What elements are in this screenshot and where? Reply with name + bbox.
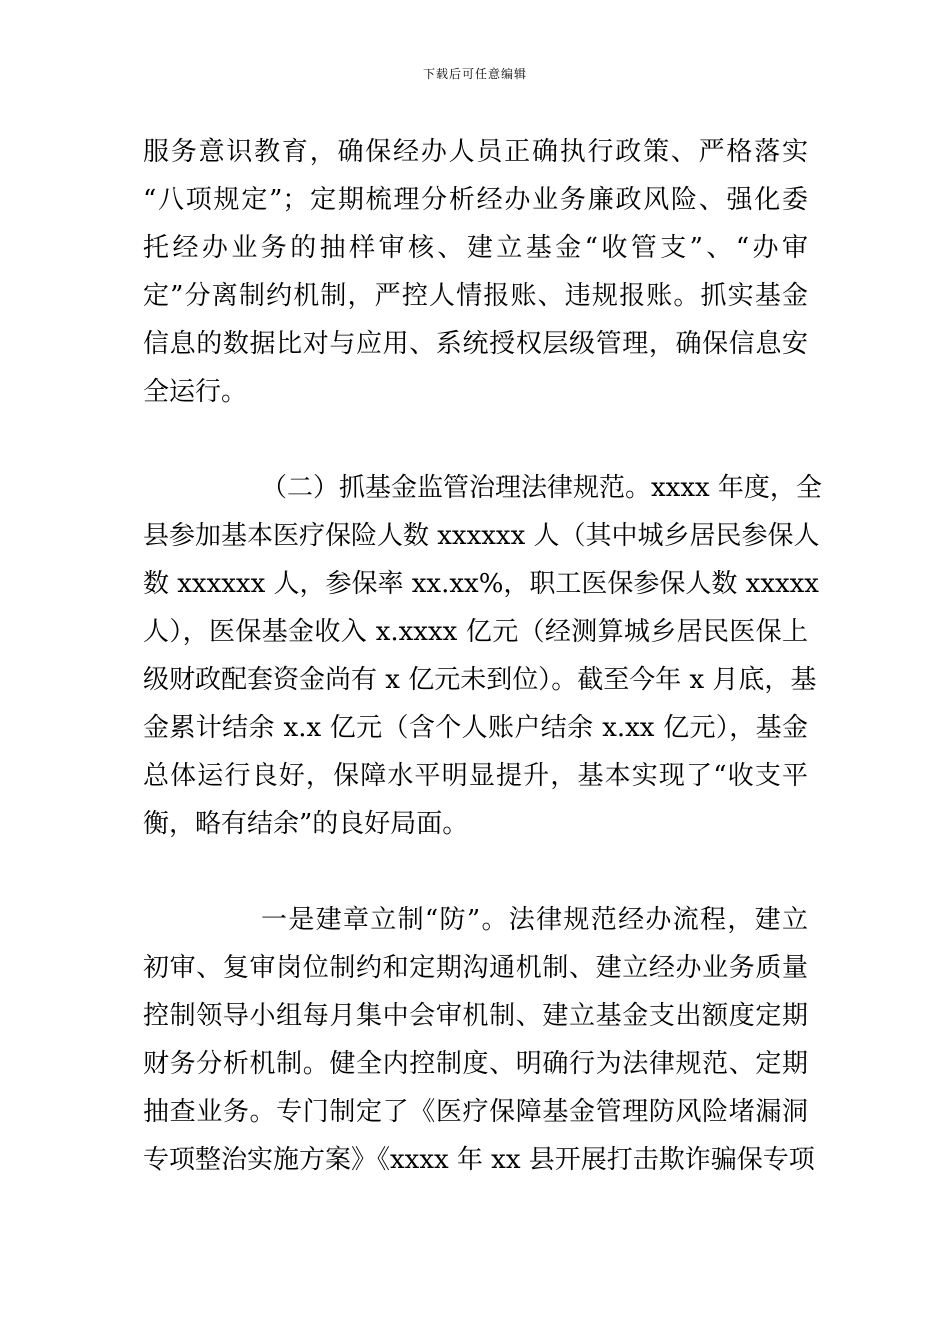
- paragraph-1-line-3: 托经办业务的抽样审核、建立基金“收管支”、“办审: [143, 233, 808, 263]
- paragraph-3: [143, 896, 815, 1184]
- document-body: [143, 128, 822, 1184]
- paragraph-3-line-4: 财务分析机制。健全内控制度、明确行为法律规范、定期: [143, 1049, 808, 1079]
- paragraph-2-line-3: 数 xxxxxx 人，参保率 xx.xx%，职工医保参保人数 xxxxx: [143, 569, 819, 599]
- paragraph-1-line-6: 全运行。: [143, 377, 248, 407]
- paragraph-1-line-4: 定”分离制约机制，严控人情报账、违规报账。抓实基金: [143, 281, 808, 311]
- paragraph-2-line-4: 人），医保基金收入 x.xxxx 亿元（经测算城乡居民医保上: [143, 617, 808, 647]
- paragraph-2: [143, 464, 822, 848]
- paragraph-2-line-5: 级财政配套资金尚有 x 亿元未到位）。截至今年 x 月底，基: [143, 665, 817, 695]
- paragraph-1: [143, 128, 808, 416]
- paragraph-2-line-2: 县参加基本医疗保险人数 xxxxxx 人（其中城乡居民参保人: [143, 521, 820, 551]
- paragraph-2-line-7: 总体运行良好，保障水平明显提升，基本实现了“收支平: [143, 761, 808, 791]
- paragraph-spacer: [143, 848, 808, 896]
- paragraph-spacer: [143, 416, 808, 464]
- paragraph-3-line-6: 专项整治实施方案》《xxxx 年 xx 县开展打击欺诈骗保专项: [143, 1145, 815, 1175]
- paragraph-3-line-3: 控制领导小组每月集中会审机制、建立基金支出额度定期: [143, 1001, 808, 1031]
- paragraph-2-line-1: （二）抓基金监管治理法律规范。xxxx 年度，全: [261, 473, 822, 503]
- paragraph-1-line-1: 服务意识教育，确保经办人员正确执行政策、严格落实: [143, 137, 808, 167]
- paragraph-2-line-6: 金累计结余 x.x 亿元（含个人账户结余 x.xx 亿元），基金: [143, 713, 808, 743]
- paragraph-3-line-2: 初审、复审岗位制约和定期沟通机制、建立经办业务质量: [143, 953, 808, 983]
- paragraph-1-line-5: 信息的数据比对与应用、系统授权层级管理，确保信息安: [143, 329, 808, 359]
- paragraph-1-line-2: “八项规定”；定期梳理分析经办业务廉政风险、强化委: [143, 185, 808, 215]
- paragraph-3-line-1: 一是建章立制“防”。法律规范经办流程，建立: [261, 905, 808, 935]
- paragraph-3-line-5: 抽查业务。专门制定了《医疗保障基金管理防风险堵漏洞: [143, 1097, 808, 1127]
- page-header-note: 下载后可任意编辑: [422, 67, 527, 81]
- paragraph-2-line-8: 衡，略有结余”的良好局面。: [143, 809, 469, 839]
